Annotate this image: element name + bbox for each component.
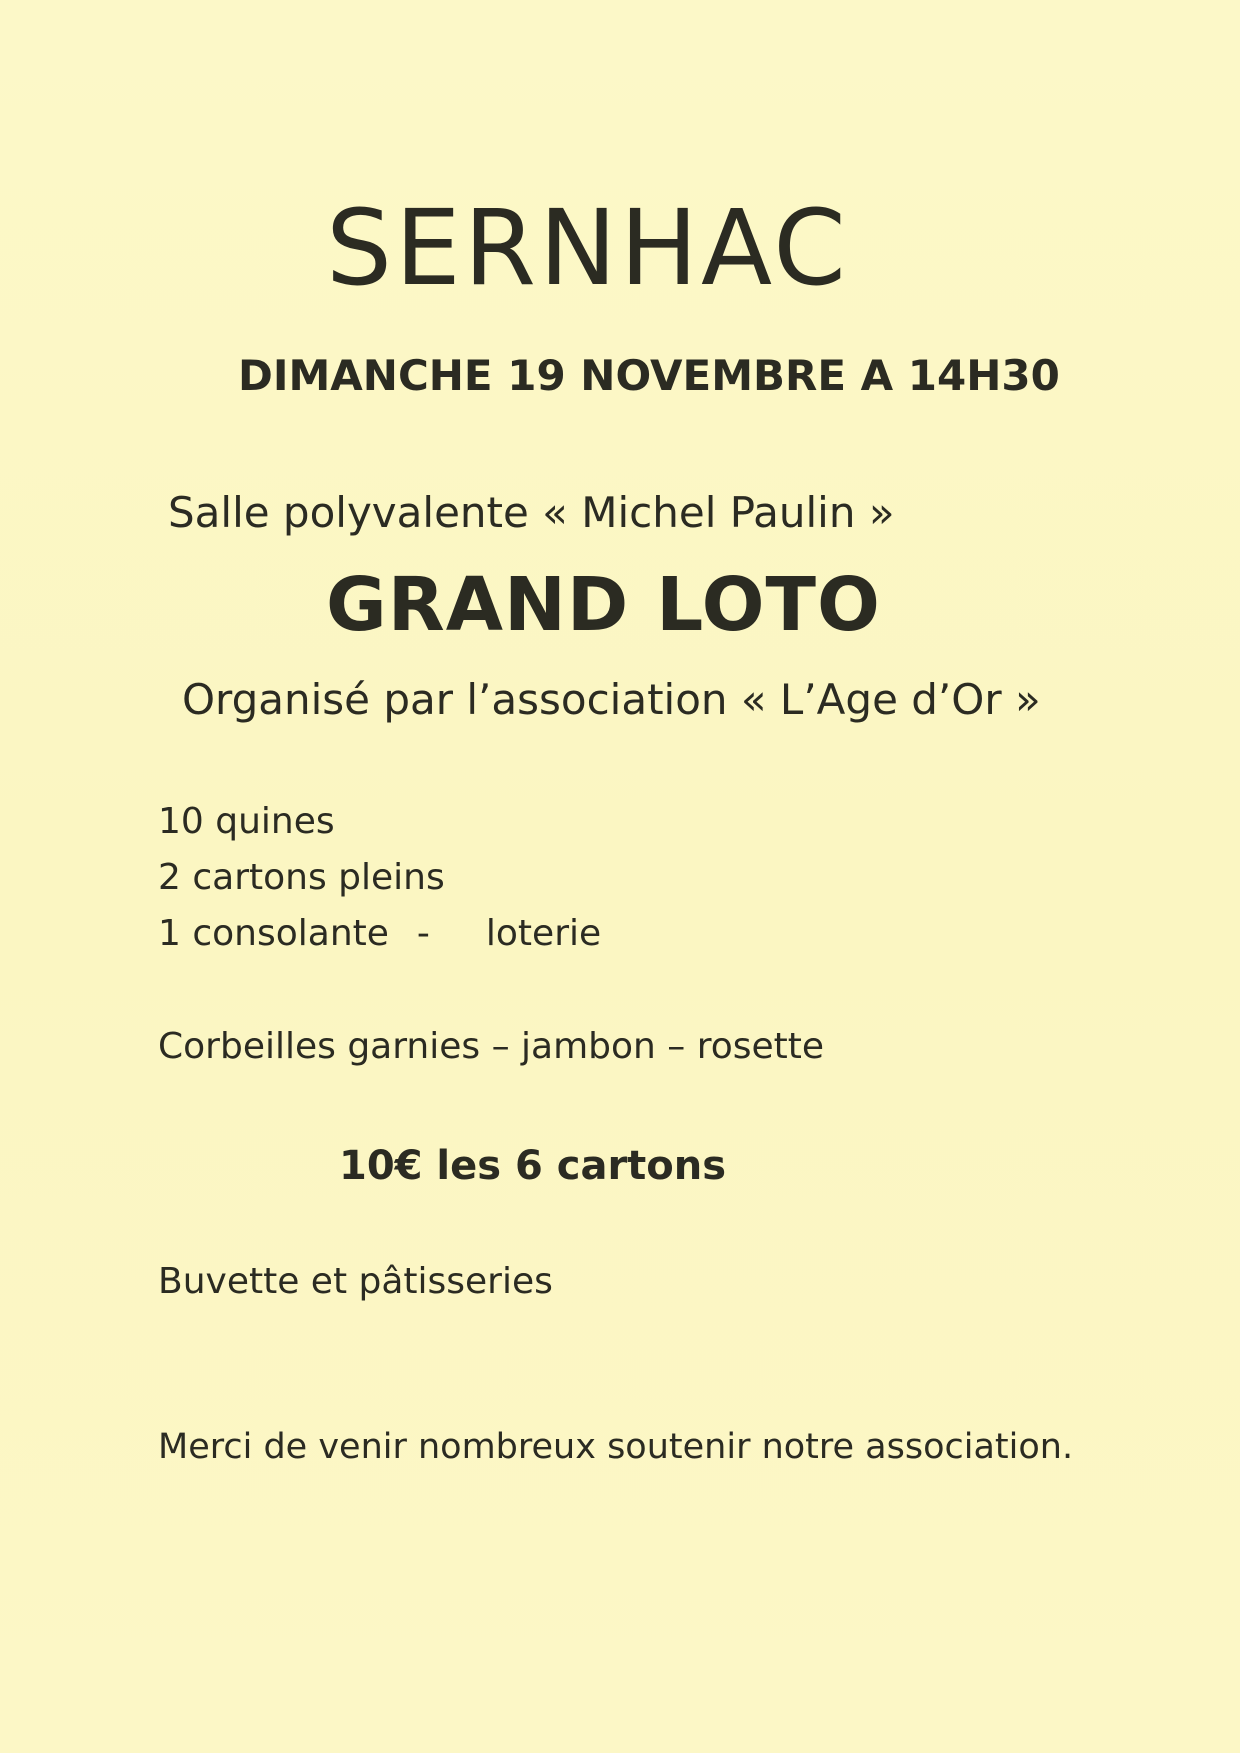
prize-quines: 10 quines [158, 801, 335, 842]
price-line: 10€ les 6 cartons [339, 1143, 727, 1189]
town-name: SERNHAC [326, 187, 849, 309]
prize-consolante: 1 consolante [158, 913, 389, 954]
organizer-line: Organisé par l’association « L’Age d’Or » [182, 675, 1041, 724]
refreshments-line: Buvette et pâtisseries [158, 1261, 553, 1302]
thanks-line: Merci de venir nombreux soutenir notre association. [158, 1427, 1074, 1467]
prize-separator: - [416, 913, 430, 954]
venue-name: Salle polyvalente « Michel Paulin » [168, 488, 895, 537]
event-date: DIMANCHE 19 NOVEMBRE A 14H30 [238, 351, 1060, 400]
prize-consolante-loterie [158, 913, 602, 954]
prize-loterie: loterie [485, 913, 602, 954]
event-title: GRAND LOTO [326, 562, 881, 648]
prize-cartons-pleins: 2 cartons pleins [158, 857, 445, 898]
prize-baskets: Corbeilles garnies – jambon – rosette [158, 1026, 825, 1067]
